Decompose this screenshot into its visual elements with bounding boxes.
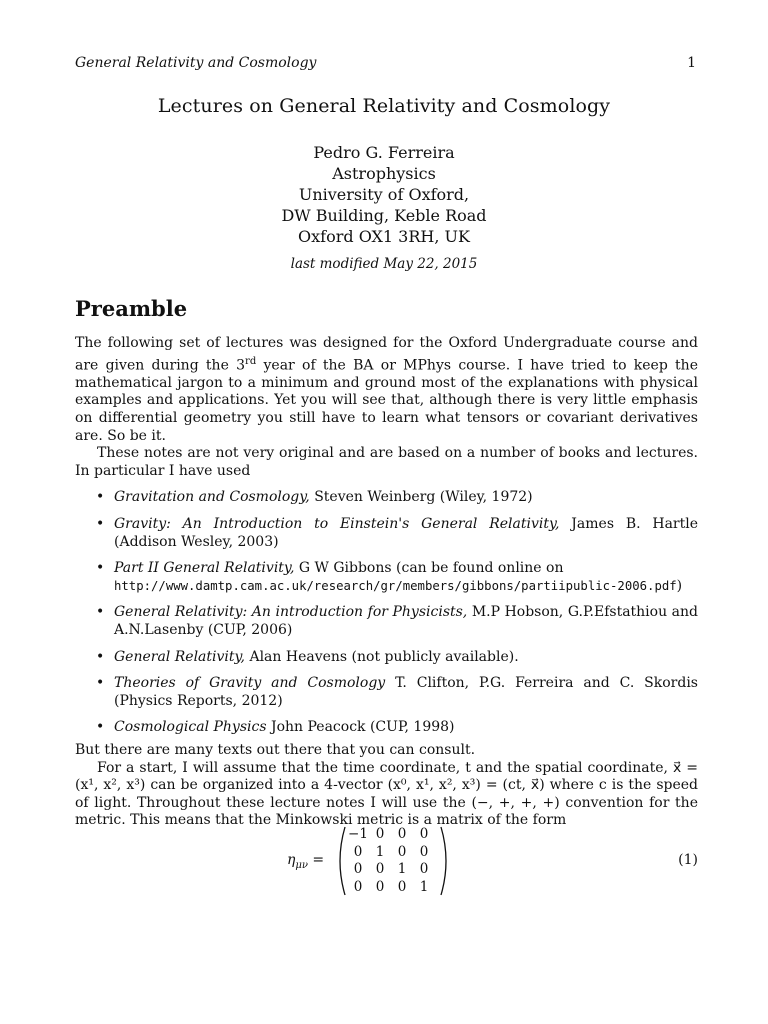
reference-item <box>75 604 698 639</box>
author-city: Oxford OX1 3RH, UK <box>298 227 470 246</box>
reference-rest: M.P Hobson, G.P.Efstathiou and A.N.Lasenby (CUP, 2006) <box>114 604 698 638</box>
reference-title: General Relativity, <box>114 648 246 665</box>
document-title: Lectures on General Relativity and Cosmology <box>157 95 611 117</box>
bullet-icon: • <box>96 675 105 692</box>
reference-item <box>75 516 698 551</box>
matrix-cell: 0 <box>397 843 407 860</box>
matrix-cell: 0 <box>353 878 363 895</box>
bullet-icon: • <box>96 516 105 532</box>
matrix-table <box>347 826 435 896</box>
author-building: DW Building, Keble Road <box>281 206 487 225</box>
matrix-cell: −1 <box>348 826 368 842</box>
running-head <box>75 55 696 71</box>
reference-title: Theories of Gravity and Cosmology <box>114 675 386 692</box>
paragraph-1-text-a: The following set of lectures was designed for the Oxford Undergraduate course and are given during the 3 <box>75 335 698 374</box>
author-university: University of Oxford, <box>298 185 470 204</box>
reference-rest: John Peacock (CUP, 1998) <box>266 719 455 736</box>
reference-url[interactable]: http://www.damtp.cam.ac.uk/research/gr/members/gibbons/partiipublic-2006.pdf <box>114 578 677 593</box>
bullet-icon: • <box>96 560 105 577</box>
reference-item <box>75 489 698 507</box>
reference-title: Gravitation and Cosmology, <box>114 489 310 506</box>
reference-rest: T. Clifton, P.G. Ferreira and C. Skordis (Physics Reports, 2012) <box>114 675 698 709</box>
bullet-icon: • <box>96 648 105 665</box>
equation-number: (1) <box>678 852 698 868</box>
author-name: Pedro G. Ferreira <box>313 143 455 162</box>
eta-indices: μν <box>295 859 308 871</box>
matrix-cell: 0 <box>375 878 385 895</box>
matrix-cell: 0 <box>419 843 429 860</box>
matrix-cell: 1 <box>375 843 385 860</box>
matrix-cell: 0 <box>397 878 407 895</box>
running-title: General Relativity and Cosmology <box>75 55 317 71</box>
body-text <box>75 335 698 830</box>
bullet-icon: • <box>96 489 105 506</box>
reference-rest: James B. Hartle (Addison Wesley, 2003) <box>114 516 699 550</box>
matrix-cell: 1 <box>419 878 429 895</box>
page-number: 1 <box>687 55 696 71</box>
eta-symbol: η <box>287 852 296 868</box>
reference-title: Part II General Relativity, <box>114 560 295 577</box>
matrix-cell: 0 <box>375 861 385 877</box>
matrix-cell: 0 <box>419 861 429 877</box>
matrix-cell: 0 <box>375 826 385 842</box>
equation-1 <box>75 826 698 896</box>
reference-list <box>75 489 698 737</box>
reference-after-url: ) <box>676 577 683 594</box>
equals-sign: = <box>312 852 325 868</box>
paragraph-1-text-b: year of the BA or MPhys course. I have tried to keep the mathematical jargon to a minimum and ground most of the explanations with physical examples and applications. Yet you will see that, although there is very little emphasis on differential geometry you still have to learn what tensors or covariant derivatives are. So be it. <box>75 357 698 444</box>
author-dept: Astrophysics <box>332 164 436 183</box>
reference-rest: Steven Weinberg (Wiley, 1972) <box>309 489 533 506</box>
minkowski-matrix <box>337 826 449 896</box>
reference-item <box>75 719 698 737</box>
reference-title: Gravity: An Introduction to Einstein's General Relativity, <box>114 516 560 532</box>
matrix-cell: 1 <box>397 861 407 877</box>
reference-item <box>75 675 698 710</box>
paragraph-1-sup: rd <box>245 355 257 367</box>
matrix-cell: 0 <box>397 826 407 842</box>
bullet-icon: • <box>96 604 105 621</box>
reference-title: General Relativity: An introduction for Physicists, <box>114 604 468 621</box>
matrix-cell: 0 <box>353 861 363 877</box>
paragraph-4: For a start, I will assume that the time coordinate, t and the spatial coordinate, x⃗ = (x¹, x², x³) can be organized into a 4-vector (x⁰, x¹, x², x³) = (ct, x⃗) where c is the speed of light. Throughout these lecture notes I will use the (−, +, +, +) convention for the metric. This means that the Minkowski metric is a matrix of the form <box>75 759 698 829</box>
section-heading: Preamble <box>75 296 188 321</box>
paragraph-3: But there are many texts out there that you can consult. <box>75 741 476 758</box>
paragraph-1 <box>75 335 698 445</box>
matrix-cell: 0 <box>419 826 429 842</box>
reference-title: Cosmological Physics <box>114 719 267 736</box>
matrix-cell: 0 <box>353 843 363 860</box>
reference-rest: Alan Heavens (not publicly available). <box>245 648 519 665</box>
last-modified: last modified May 22, 2015 <box>290 256 478 272</box>
author-block <box>0 142 768 247</box>
reference-rest: G W Gibbons (can be found online on <box>294 560 564 577</box>
reference-item <box>75 560 698 595</box>
equation-lhs <box>287 852 324 871</box>
bullet-icon: • <box>96 719 105 736</box>
paragraph-2: These notes are not very original and are based on a number of books and lectures. In particular I have used <box>75 445 698 479</box>
reference-item <box>75 649 698 667</box>
